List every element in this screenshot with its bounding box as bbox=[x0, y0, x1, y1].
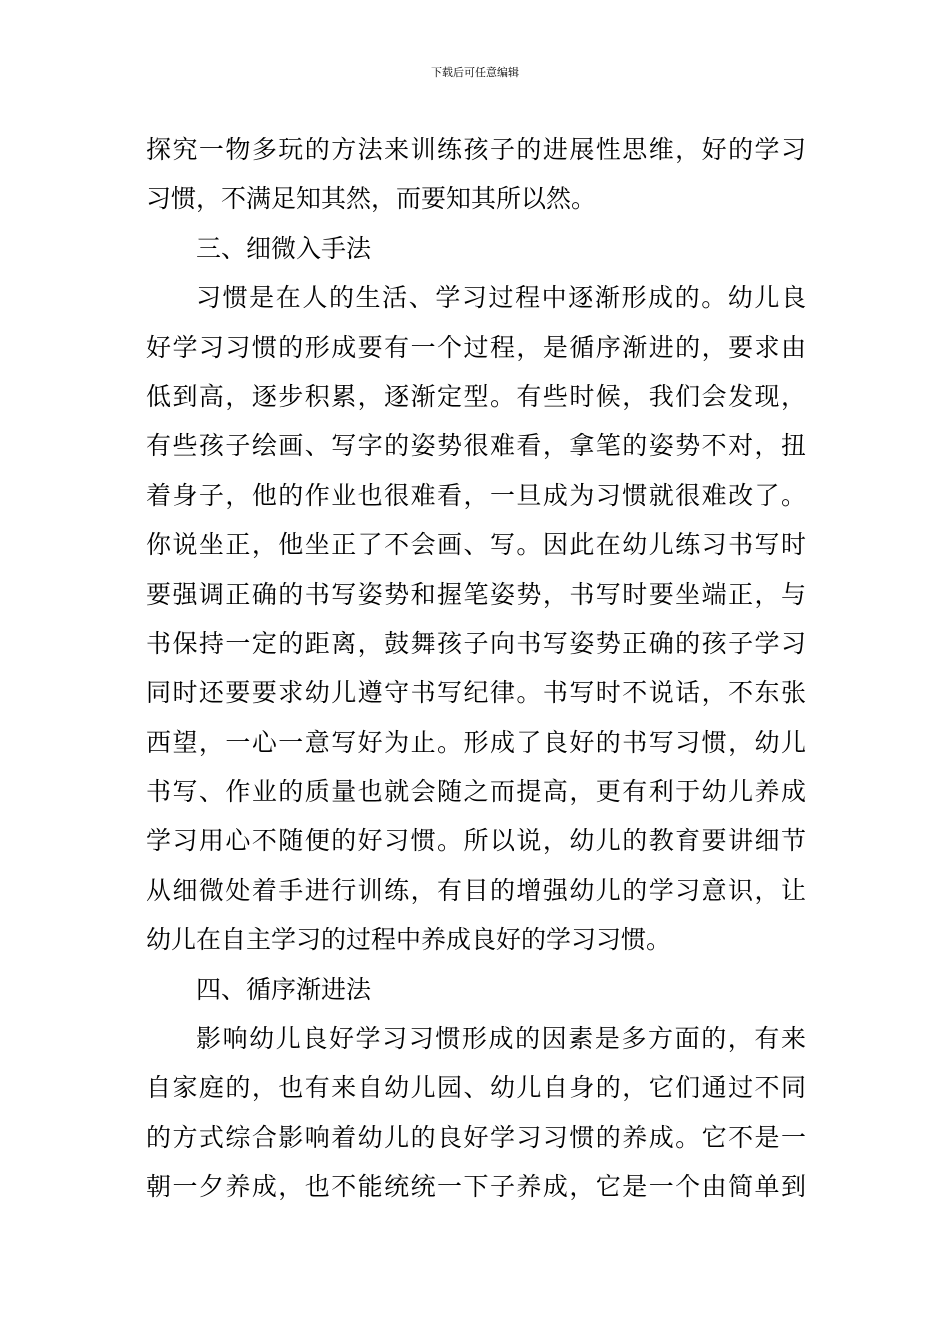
paragraph-first-line: 影响幼儿良好学习习惯形成的因素是多方面的，有来 bbox=[196, 1024, 806, 1054]
header-note: 下载后可任意编辑 bbox=[431, 66, 519, 79]
text-line: 幼儿在自主学习的过程中养成良好的学习习惯。 bbox=[146, 925, 672, 955]
text-line: 自家庭的，也有来自幼儿园、幼儿自身的，它们通过不同 bbox=[146, 1073, 806, 1103]
body-text bbox=[146, 125, 806, 1212]
section-heading: 四、循序渐进法 bbox=[196, 974, 372, 1004]
text-line: 着身子，他的作业也很难看，一旦成为习惯就很难改了。 bbox=[146, 480, 806, 510]
text-line: 学习用心不随便的好习惯。所以说，幼儿的教育要讲细节 bbox=[146, 826, 806, 856]
text-line: 从细微处着手进行训练，有目的增强幼儿的学习意识，让 bbox=[146, 875, 806, 905]
text-line: 的方式综合影响着幼儿的良好学习习惯的养成。它不是一 bbox=[146, 1122, 806, 1152]
text-line: 朝一夕养成，也不能统统一下子养成，它是一个由简单到 bbox=[146, 1172, 806, 1202]
text-line: 探究一物多玩的方法来训练孩子的进展性思维，好的学习 bbox=[146, 135, 806, 164]
paragraph-first-line: 习惯是在人的生活、学习过程中逐渐形成的。幼儿良 bbox=[196, 283, 806, 313]
text-line: 习惯，不满足知其然，而要知其所以然。 bbox=[146, 184, 597, 214]
section-heading: 三、细微入手法 bbox=[196, 233, 372, 263]
text-line: 低到高，逐步积累，逐渐定型。有些时候，我们会发现， bbox=[146, 381, 806, 411]
text-line: 要强调正确的书写姿势和握笔姿势，书写时要坐端正，与 bbox=[146, 579, 806, 609]
text-line: 有些孩子绘画、写字的姿势很难看，拿笔的姿势不对，扭 bbox=[146, 431, 806, 461]
text-line: 西望，一心一意写好为止。形成了良好的书写习惯，幼儿 bbox=[146, 727, 806, 757]
text-line: 你说坐正，他坐正了不会画、写。因此在幼儿练习书写时 bbox=[146, 530, 806, 560]
text-line: 书保持一定的距离，鼓舞孩子向书写姿势正确的孩子学习 bbox=[146, 628, 806, 658]
text-line: 同时还要要求幼儿遵守书写纪律。书写时不说话，不东张 bbox=[146, 678, 806, 708]
text-line: 书写、作业的质量也就会随之而提高，更有利于幼儿养成 bbox=[146, 777, 806, 807]
text-line: 好学习习惯的形成要有一个过程，是循序渐进的，要求由 bbox=[146, 332, 806, 362]
